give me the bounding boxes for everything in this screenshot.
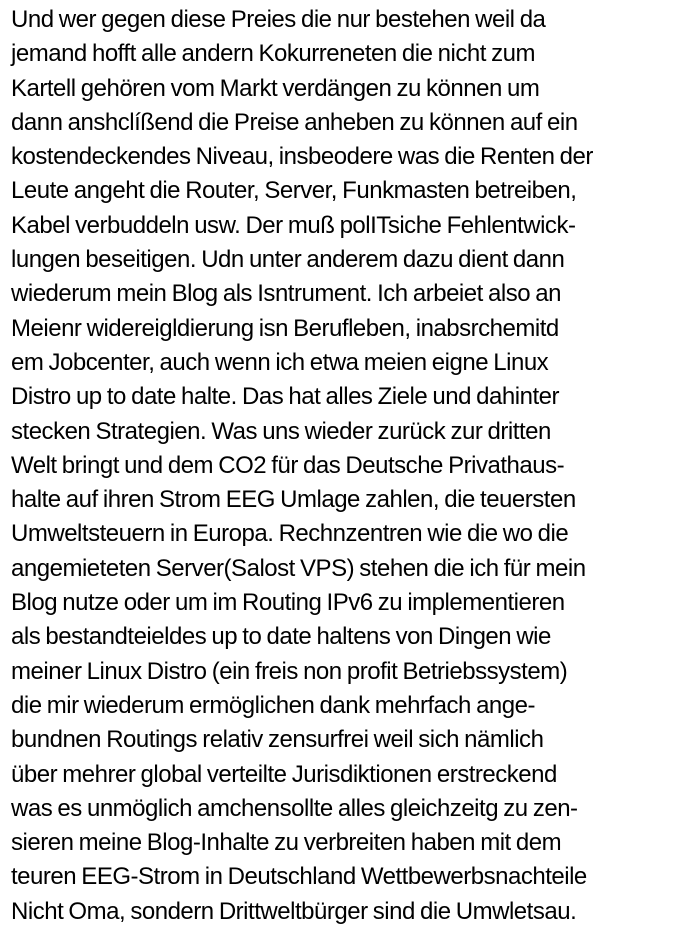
body-paragraph xyxy=(11,3,681,929)
text-line: über mehrer global verteilte Jurisdiktionen erstreckend xyxy=(11,760,557,788)
text-line: stecken Strategien. Was uns wieder zurück zur dritten xyxy=(11,417,551,445)
text-line: wiederum mein Blog als Isntrument. Ich arbeiet also an xyxy=(11,280,561,308)
text-line: teuren EEG-Strom in Deutschland Wettbewerbsnachteile xyxy=(11,863,587,891)
text-line: angemieteten Server(Salost VPS) stehen die ich für mein xyxy=(11,554,586,582)
text-line: sieren meine Blog-Inhalte zu verbreiten haben mit dem xyxy=(11,829,562,857)
text-line: meiner Linux Distro (ein freis non profit Betriebssystem) xyxy=(11,657,568,685)
text-line: Nicht Oma, sondern Drittweltbürger sind die Umwletsau. xyxy=(11,897,577,925)
text-line: was es unmöglich amchensollte alles gleichzeitg zu zen- xyxy=(11,794,578,822)
text-line: kostendeckendes Niveau, insbeodere was die Renten der xyxy=(11,143,593,171)
text-line: Blog nutze oder um im Routing IPv6 zu implementieren xyxy=(11,589,565,617)
text-line: Leute angeht die Router, Server, Funkmasten betreiben, xyxy=(11,177,577,205)
text-line: Kartell gehören vom Markt verdängen zu können um xyxy=(11,74,540,102)
text-line: dann anshclíßend die Preise anheben zu können auf ein xyxy=(11,108,578,136)
text-line: Distro up to date halte. Das hat alles Ziele und dahinter xyxy=(11,383,560,411)
text-line: em Jobcenter, auch wenn ich etwa meien eigne Linux xyxy=(11,348,549,376)
text-line: Welt bringt und dem CO2 für das Deutsche Privathaus- xyxy=(11,451,565,479)
text-line: lungen beseitigen. Udn unter anderem dazu dient dann xyxy=(11,246,565,274)
text-line: Umweltsteuern in Europa. Rechnzentren wie die wo die xyxy=(11,520,569,548)
text-line: als bestandteieldes up to date haltens von Dingen wie xyxy=(11,623,551,651)
text-line: halte auf ihren Strom EEG Umlage zahlen, die teuersten xyxy=(11,486,576,514)
text-line: Meienr widereigldierung isn Berufleben, inabsrchemitd xyxy=(11,314,559,342)
text-line: bundnen Routings relativ zensurfrei weil sich nämlich xyxy=(11,726,544,754)
text-line: die mir wiederum ermöglichen dank mehrfach ange- xyxy=(11,691,535,719)
text-line: jemand hofft alle andern Kokurreneten die nicht zum xyxy=(11,40,535,68)
text-line: Und wer gegen diese Preies die nur bestehen weil da xyxy=(11,6,546,33)
text-line: Kabel verbuddeln usw. Der muß polITsiche Fehlentwick- xyxy=(11,211,576,239)
